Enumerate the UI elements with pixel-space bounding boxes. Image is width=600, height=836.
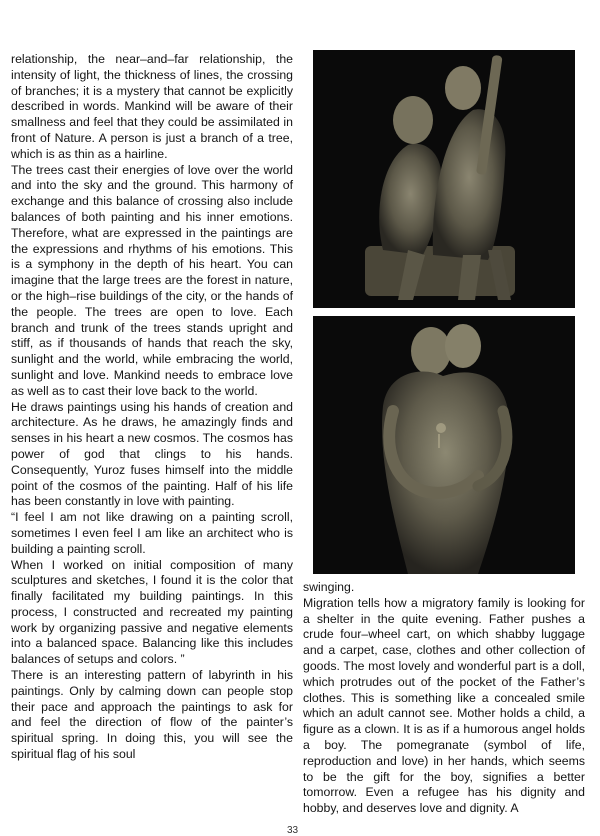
right-text-column	[303, 580, 585, 817]
left-text-column	[11, 52, 293, 763]
paragraph: There is an interesting pattern of labyrinth in his paintings. Only by calming down can people stop their pace and approach the paintings to ask for and feel the direction of flow of the painter’s spiritual spring. In doing this, you will see the spiritual flag of his soul	[11, 668, 293, 762]
paragraph: swinging.	[303, 580, 355, 594]
quote-paragraph: “I feel I am not like drawing on a painting scroll, sometimes I even feel I am like an architect who is building a painting scroll.	[11, 510, 293, 556]
seated-couple-sculpture-image	[313, 50, 575, 308]
sculpture-photo-seated-couple	[313, 50, 575, 308]
paragraph: Migration tells how a migratory family is looking for a shelter in the quite evening. Father pushes a crude four–wheel cart, on which shabby luggage and a carpet, case, clothes and other collection of goods. The most lovely and wonderful part is a doll, which protrudes out of the pocket of the Father’s clothes. This is something like a concealed smile which an adult cannot see. Mother holds a child, a figure as a clown. It is as if a humorous angel holds a boy. The pomegranate (symbol of life, reproduction and love) in her hands, which seems to be the gift for the boy, signifies a better tomorrow. Even a refugee has his dignity and hobby, and deserves love and dignity. A	[303, 595, 585, 816]
embracing-couple-sculpture-image	[313, 316, 575, 574]
page-number: 33	[287, 826, 299, 836]
sculpture-photo-embracing-couple	[313, 316, 575, 574]
paragraph: relationship, the near–and–far relationship, the intensity of light, the thickness of lines, the crossing of branches; it is a mystery that cannot be explicitly described in words. Mankind will be aware of their smallness and feel that they could be assimilated in front of Nature. A person is just a branch of a tree, which is as thin as a hairline.	[11, 52, 293, 161]
paragraph: He draws paintings using his hands of creation and architecture. As he draws, he amazingly finds and senses in his heart a new cosmos. The cosmos has power of god that clings to his hands. Consequently, Yuroz fuses himself into the middle point of the cosmos of the painting. Half of his life has been constantly in love with painting.	[11, 399, 293, 509]
quote-paragraph: When I worked on initial composition of many sculptures and sketches, I found it is the color that finally facilitated my building paintings. In this process, I constructed and recreated my painting work by organizing passive and negative elements into a balanced space. Balancing like this includes balances of setups and colors. ”	[11, 557, 293, 667]
paragraph: The trees cast their energies of love over the world and into the sky and the ground. This harmony of exchange and this balance of crossing also include balances of both painting and his inner emotions. Therefore, what are expressed in the paintings are the expressions and rhythms of his emotions. This is a symphony in the depth of his heart. You can imagine that the large trees are the forest in nature, or the high–rise buildings of the city, or the hands of the people. The trees are open to love. Each branch and trunk of the trees stands upright and stiff, as if thousands of hands that reach the sky, sunlight and the world, while embracing the world, sunlight and love. Mankind needs to embrace love as well as to cast their love back to the world.	[11, 162, 293, 398]
